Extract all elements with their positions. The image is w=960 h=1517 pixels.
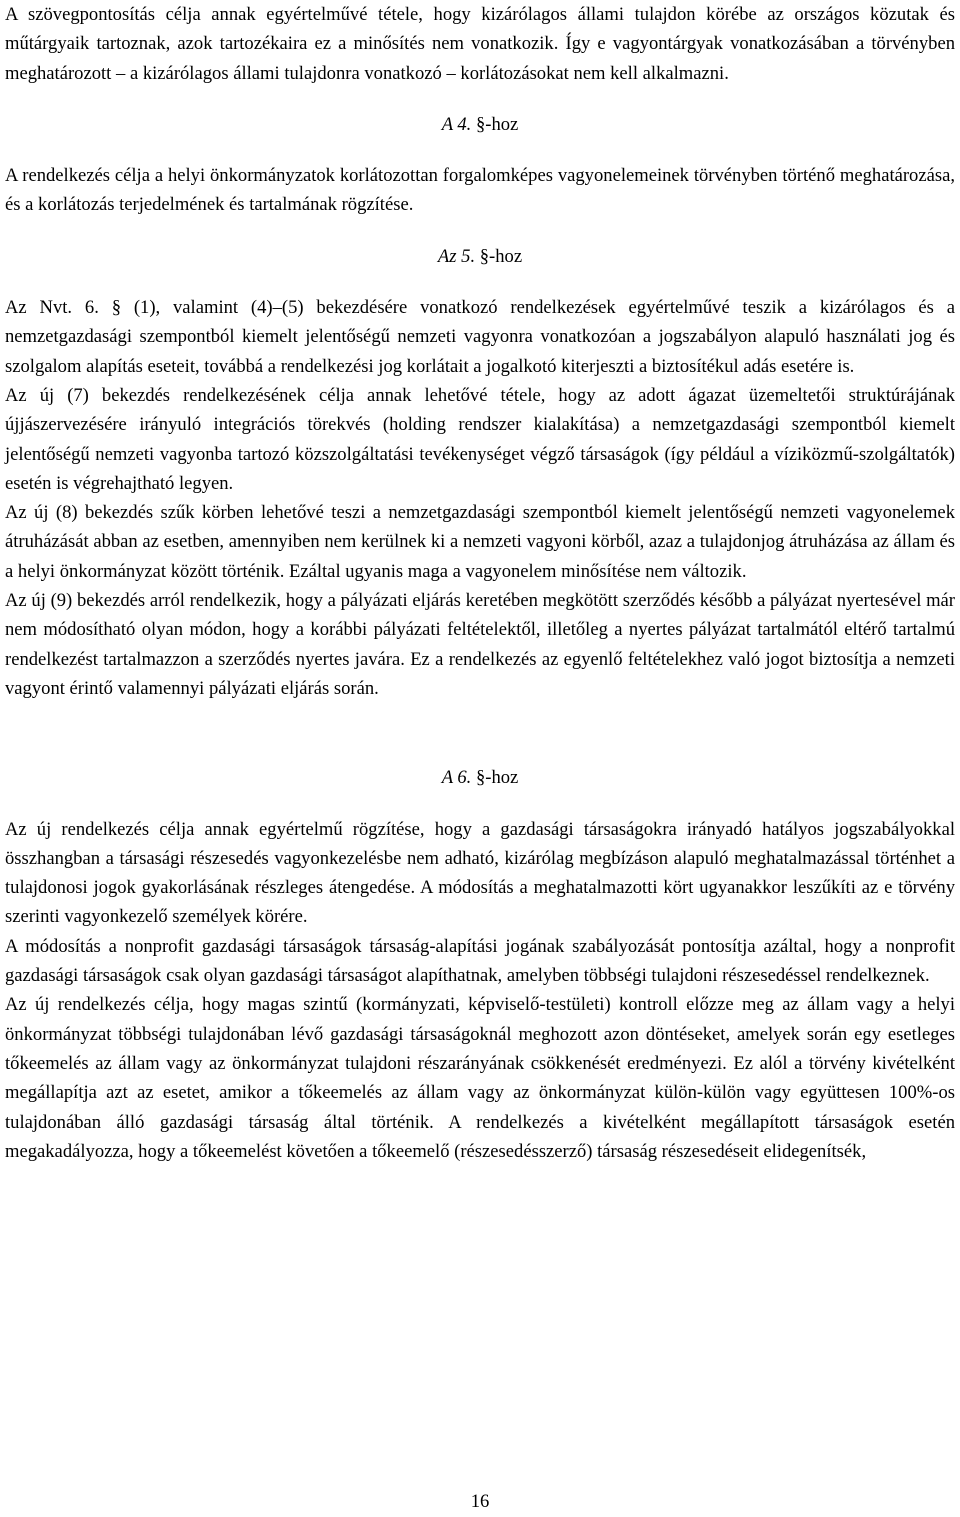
spacer: [5, 88, 955, 110]
spacer: [5, 271, 955, 293]
section-heading-6-prefix: A 6.: [441, 767, 472, 789]
paragraph-intro: A szövegpontosítás célja annak egyértelművé tétele, hogy kizárólagos állami tulajdon körébe az országos közutak és műtárgyaik tartoznak, azok tartozékaira ez a minősítés nem vonatkozik. Így e vagyontárgyak vonatkozásában a törvényben meghatározott – a kizárólagos állami tulajdonra vonatkozó – korlátozásokat nem kell alkalmazni.: [5, 4, 955, 84]
document-page: [5, 0, 955, 1166]
paragraph-s4-1: A rendelkezés célja a helyi önkormányzatok korlátozottan forgalomképes vagyonelemeinek törvényben történő meghatározása, és a korlátozás terjedelmének és tartalmának rögzítése.: [5, 165, 955, 216]
section-heading-5-suffix: §-hoz: [479, 245, 523, 267]
section-heading-4: [5, 110, 955, 139]
section-heading-5-prefix: Az 5.: [437, 245, 476, 267]
spacer: [5, 220, 955, 242]
paragraph-s6-1: Az új rendelkezés célja annak egyértelmű rögzítése, hogy a gazdasági társaságokra irányadó hatályos jogszabályokkal összhangban a társasági részesedés vagyonkezelésbe nem adható, kizárólag megbízáson alapuló meghatalmazással történhet a tulajdonosi jogok gyakorlásának részleges átengedése. A módosítás a meghatalmazotti kört ugyanakkor leszűkíti az e törvény szerinti vagyonkezelő személyek körére.: [5, 818, 955, 928]
paragraph-s6-3: Az új rendelkezés célja, hogy magas szintű (kormányzati, képviselő-testületi) kontroll előzze meg az állam vagy a helyi önkormányzat többségi tulajdonában lévő gazdasági társaságoknál meghozott azon döntéseket, amelyek során egy esetleges tőkeemelés az állam vagy az önkormányzat tulajdoni részarányának csökkenését eredményezi. Ez alól a törvény kivételként megállapítja azt az esetet, amikor a tőkeemelés az állam vagy az önkormányzat külön-külön vagy együttesen 100%-os tulajdonában álló gazdasági társaság által történik. A rendelkezés a kivételként megállapított társaságok esetén megakadályozza, hogy a tőkeemelést követően a tőkeemelő (részesedésszerző) társaság részesedéseit elidegenítsék,: [5, 994, 955, 1162]
section-heading-6: [5, 763, 955, 792]
paragraph-s6-2: A módosítás a nonprofit gazdasági társaságok társaság-alapítási jogának szabályozását pontosítja azáltal, hogy a nonprofit gazdasági társaságok csak olyan gazdasági társaságot alapíthatnak, amelyben többségi tulajdoni részesedéssel rendelkeznek.: [5, 935, 955, 987]
paragraph-s5-4: Az új (9) bekezdés arról rendelkezik, hogy a pályázati eljárás keretében megkötött szerződés később a pályázat nyertesével már nem módosítható olyan módon, hogy a korábbi pályázati feltételektől, illetőleg a nyertes pályázat tartalmától eltérő tartalmú rendelkezést tartalmazzon a szerződés nyertes javára. Ez a rendelkezés az egyenlő feltételekhez való jogot biztosítja a nemzeti vagyont érintő valamennyi pályázati eljárás során.: [5, 590, 955, 699]
spacer: [5, 703, 955, 763]
spacer: [5, 793, 955, 815]
spacer: [5, 139, 955, 161]
paragraph-s5-3: Az új (8) bekezdés szűk körben lehetővé teszi a nemzetgazdasági szempontból kiemelt jelentőségű nemzeti vagyonelemek átruházását abban az esetben, amennyiben nem kerülnek ki a nemzeti vagyoni körből, azaz a tulajdonjog átruházása az állam és a helyi önkormányzat között történik. Ezáltal ugyanis maga a vagyonelem minősítése nem változik.: [5, 502, 955, 582]
section-heading-4-suffix: §-hoz: [475, 113, 519, 135]
section-heading-4-prefix: A 4.: [441, 113, 472, 135]
section-heading-6-suffix: §-hoz: [475, 767, 519, 789]
paragraph-s5-1: Az Nvt. 6. § (1), valamint (4)–(5) bekezdésére vonatkozó rendelkezések egyértelművé teszik a kizárólagos és a nemzetgazdasági szempontból kiemelt jelentőségű nemzeti vagyonra vonatkozóan a jogszabályon alapuló használati jog és szolgalom alapítás eseteit, továbbá a rendelkezési jog korlátait a jogalkotó kiterjeszti a biztosítékul adás esetére is.: [5, 297, 955, 377]
paragraph-s5-2: Az új (7) bekezdés rendelkezésének célja annak lehetővé tétele, hogy az adott ágazat üzemeltetői struktúrájának újjászervezésére irányuló integrációs törekvés (holding rendszer kialakítása) a nemzetgazdasági szempontból kiemelt jelentőségű nemzeti vagyonba tartozó közszolgáltatási tevékenységet végző társaságok (így például a víziközmű-szolgáltatók) esetén is végrehajtható legyen.: [5, 384, 955, 494]
section-heading-5: [5, 242, 955, 271]
page-number: 16: [470, 1491, 490, 1512]
